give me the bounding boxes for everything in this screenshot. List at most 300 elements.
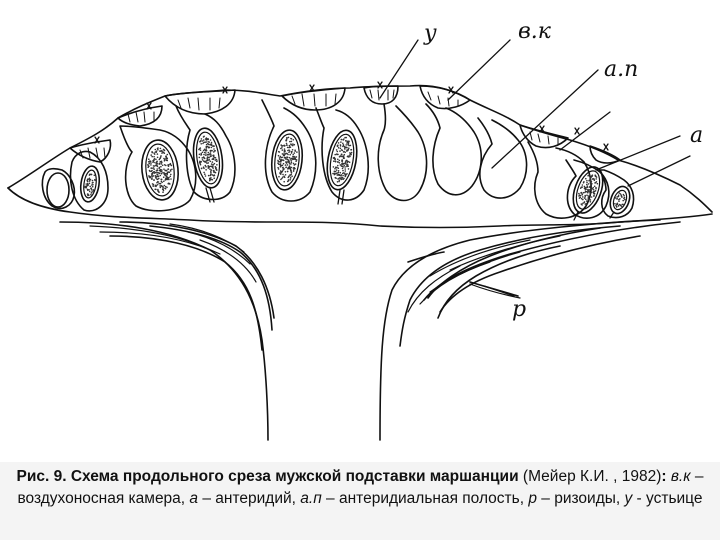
stipple-dot bbox=[158, 178, 160, 180]
stipple-dot bbox=[589, 186, 591, 188]
stipple-dot bbox=[592, 174, 594, 176]
stipple-dot bbox=[348, 168, 350, 170]
stipple-dot bbox=[170, 176, 172, 178]
stipple-dot bbox=[333, 157, 335, 159]
leader-r bbox=[484, 286, 514, 296]
stipple-dot bbox=[286, 137, 288, 139]
stipple-dot bbox=[150, 167, 152, 169]
stipple-dot bbox=[91, 184, 93, 186]
stipple-dot bbox=[163, 152, 165, 154]
stipple-dot bbox=[215, 157, 217, 159]
stipple-dot bbox=[210, 151, 212, 153]
stipple-dot bbox=[624, 197, 626, 199]
label-antheridial-cavity: а.п bbox=[604, 57, 639, 82]
stipple-dot bbox=[285, 166, 287, 168]
stipple-dot bbox=[343, 139, 345, 141]
stipple-dot bbox=[586, 184, 588, 186]
stipple-dot bbox=[200, 143, 202, 145]
stipple-dot bbox=[151, 178, 153, 180]
stipple-dot bbox=[283, 181, 285, 183]
stipple-dot bbox=[216, 164, 218, 166]
stipple-dot bbox=[591, 192, 593, 194]
stipple-dot bbox=[281, 160, 283, 162]
stipple-dot bbox=[159, 163, 161, 165]
stipple-dot bbox=[284, 155, 286, 157]
stipple-dot bbox=[278, 155, 280, 157]
stipple-dot bbox=[344, 172, 346, 174]
stipple-dot bbox=[338, 174, 340, 176]
stipple-dot bbox=[582, 184, 584, 186]
stipple-dot bbox=[206, 158, 208, 160]
stipple-dot bbox=[216, 160, 218, 162]
stipple-dot bbox=[213, 148, 215, 150]
stipple-dot bbox=[164, 185, 166, 187]
stipple-dot bbox=[160, 169, 162, 171]
stipple-dot bbox=[158, 192, 160, 194]
stipple-dot bbox=[156, 150, 158, 152]
stipple-dot bbox=[586, 180, 588, 182]
stipple-dot bbox=[343, 178, 345, 180]
stipple-dot bbox=[90, 188, 92, 190]
stipple-dot bbox=[149, 161, 151, 163]
stipple-dot bbox=[582, 199, 584, 201]
stipple-dot bbox=[160, 185, 162, 187]
stipple-dot bbox=[288, 137, 290, 139]
stipple-dot bbox=[336, 167, 338, 169]
stipple-dot bbox=[211, 169, 213, 171]
stipple-dot bbox=[338, 167, 340, 169]
stipple-dot bbox=[286, 156, 288, 158]
stipple-dot bbox=[206, 137, 208, 139]
stipple-dot bbox=[213, 177, 215, 179]
stipple-dot bbox=[290, 159, 292, 161]
stipple-dot bbox=[156, 165, 158, 167]
stipple-dot bbox=[281, 147, 283, 149]
stipple-dot bbox=[336, 154, 338, 156]
stipple-dot bbox=[595, 190, 597, 192]
stipple-dot bbox=[347, 165, 349, 167]
stipple-dot bbox=[161, 163, 163, 165]
stipple-dot bbox=[214, 163, 216, 165]
caption-term-ap: а.п bbox=[300, 490, 322, 507]
stipple-dot bbox=[91, 191, 93, 193]
stipple-dot bbox=[616, 198, 618, 200]
stipple-dot bbox=[283, 153, 285, 155]
stipple-dot bbox=[208, 152, 210, 154]
stipple-dot bbox=[202, 159, 204, 161]
stipple-dot bbox=[155, 185, 157, 187]
stipple-dot bbox=[206, 154, 208, 156]
stipple-dot bbox=[203, 157, 205, 159]
stipple-dot bbox=[594, 182, 596, 184]
stipple-dot bbox=[287, 147, 289, 149]
caption-def-r: – ризоиды, bbox=[536, 490, 625, 507]
stipple-dot bbox=[619, 198, 621, 200]
stipple-dot bbox=[614, 203, 616, 205]
stipple-dot bbox=[148, 163, 150, 165]
stipple-dot bbox=[206, 150, 208, 152]
stipple-dot bbox=[167, 168, 169, 170]
stipple-dot bbox=[592, 187, 594, 189]
stipple-dot bbox=[616, 196, 618, 198]
stipple-dot bbox=[616, 206, 618, 208]
stipple-dot bbox=[154, 172, 156, 174]
stipple-dot bbox=[203, 154, 205, 156]
stipple-dot bbox=[156, 161, 158, 163]
stipple-dot bbox=[210, 172, 212, 174]
stipple-dot bbox=[155, 163, 157, 165]
stipple-dot bbox=[615, 197, 617, 199]
stipple-dot bbox=[148, 158, 150, 160]
stipple-dot bbox=[211, 163, 213, 165]
stipple-dot bbox=[154, 162, 156, 164]
stipple-dot bbox=[620, 193, 622, 195]
stipple-dot bbox=[157, 148, 159, 150]
stipple-dot bbox=[337, 159, 339, 161]
stipple-dot bbox=[216, 159, 218, 161]
stipple-dot bbox=[345, 161, 347, 163]
stipple-dot bbox=[337, 161, 339, 163]
leader-u bbox=[380, 40, 418, 98]
stipple-dot bbox=[211, 179, 213, 181]
stipple-dot bbox=[213, 158, 215, 160]
stipple-dot bbox=[168, 177, 170, 179]
stipple-dot bbox=[342, 143, 344, 145]
caption-def-ap: – антеридиальная полость, bbox=[321, 490, 529, 507]
caption-def-a: – антеридий, bbox=[198, 490, 301, 507]
stipple-dot bbox=[156, 178, 158, 180]
stipple-dot bbox=[200, 164, 202, 166]
stipple-dot bbox=[588, 175, 590, 177]
stipple-dot bbox=[159, 157, 161, 159]
stipple-dot bbox=[147, 164, 149, 166]
stipple-dot bbox=[279, 164, 281, 166]
stipple-dot bbox=[347, 164, 349, 166]
stipple-dot bbox=[288, 152, 290, 154]
stipple-dot bbox=[171, 169, 173, 171]
stipple-dot bbox=[581, 192, 583, 194]
stipple-dot bbox=[157, 153, 159, 155]
stipple-dot bbox=[153, 159, 155, 161]
stipple-dot bbox=[199, 154, 201, 156]
stipple-dot bbox=[89, 174, 91, 176]
stipple-dot bbox=[338, 142, 340, 144]
stipple-dot bbox=[161, 185, 163, 187]
stipple-dot bbox=[288, 168, 290, 170]
stipple-dot bbox=[151, 151, 153, 153]
stipple-dot bbox=[286, 161, 288, 163]
stipple-dot bbox=[208, 154, 210, 156]
figure-caption bbox=[0, 462, 720, 540]
stipple-dot bbox=[584, 186, 586, 188]
stipple-dot bbox=[209, 180, 211, 182]
stipple-dot bbox=[618, 205, 620, 207]
stipple-dot bbox=[161, 181, 163, 183]
stipple-dot bbox=[282, 167, 284, 169]
stipple-dot bbox=[342, 168, 344, 170]
stipple-dot bbox=[589, 189, 591, 191]
stipple-dot bbox=[202, 152, 204, 154]
stipple-dot bbox=[591, 183, 593, 185]
stipple-dot bbox=[200, 149, 202, 151]
stipple-dot bbox=[204, 173, 206, 175]
stipple-dot bbox=[294, 152, 296, 154]
stipple-dot bbox=[622, 204, 624, 206]
stipple-dot bbox=[158, 176, 160, 178]
stipple-dot bbox=[157, 163, 159, 165]
stipple-dot bbox=[204, 158, 206, 160]
stipple-dot bbox=[287, 154, 289, 156]
stipple-dot bbox=[287, 164, 289, 166]
stipple-dot bbox=[283, 175, 285, 177]
stipple-dot bbox=[216, 169, 218, 171]
stipple-dot bbox=[203, 168, 205, 170]
stipple-dot bbox=[290, 138, 292, 140]
stipple-dot bbox=[351, 149, 353, 151]
stipple-dot bbox=[595, 178, 597, 180]
stipple-dot bbox=[153, 168, 155, 170]
stipple-dot bbox=[594, 186, 596, 188]
stipple-dot bbox=[278, 176, 280, 178]
stipple-dot bbox=[208, 157, 210, 159]
stipple-dot bbox=[282, 174, 284, 176]
stipple-dot bbox=[87, 195, 89, 197]
stipple-dot bbox=[584, 192, 586, 194]
stipple-dot bbox=[165, 165, 167, 167]
stipple-dot bbox=[165, 188, 167, 190]
stipple-dot bbox=[153, 185, 155, 187]
stipple-dot bbox=[289, 157, 291, 159]
stipple-dot bbox=[344, 147, 346, 149]
stipple-dot bbox=[87, 179, 89, 181]
stipple-dot bbox=[348, 143, 350, 145]
stipple-dot bbox=[210, 173, 212, 175]
stipple-dot bbox=[586, 194, 588, 196]
stipple-dot bbox=[344, 168, 346, 170]
stipple-dot bbox=[337, 178, 339, 180]
stipple-dot bbox=[339, 162, 341, 164]
stipple-dot bbox=[160, 187, 162, 189]
stipple-dot bbox=[293, 156, 295, 158]
stipple-dot bbox=[158, 183, 160, 185]
stipple-dot bbox=[207, 141, 209, 143]
stipple-dot bbox=[153, 175, 155, 177]
stipple-dot bbox=[584, 196, 586, 198]
stipple-dot bbox=[151, 171, 153, 173]
stipple-dot bbox=[296, 151, 298, 153]
stipple-dot bbox=[339, 150, 341, 152]
stipple-dot bbox=[581, 204, 583, 206]
stipple-dot bbox=[590, 190, 592, 192]
stipple-dot bbox=[292, 158, 294, 160]
stipple-dot bbox=[167, 158, 169, 160]
stipple-dot bbox=[590, 201, 592, 203]
stipple-dot bbox=[290, 170, 292, 172]
leader-a-2 bbox=[628, 156, 690, 186]
stipple-dot bbox=[155, 159, 157, 161]
stipple-dot bbox=[152, 183, 154, 185]
stipple-dot bbox=[161, 152, 163, 154]
stipple-dot bbox=[350, 154, 352, 156]
stipple-dot bbox=[332, 173, 334, 175]
stipple-dot bbox=[164, 150, 166, 152]
stipple-dot bbox=[584, 187, 586, 189]
stipple-dot bbox=[291, 167, 293, 169]
antheridia-stalks bbox=[206, 188, 614, 220]
stipple-dot bbox=[282, 165, 284, 167]
stipple-dot bbox=[209, 178, 211, 180]
stipple-dot bbox=[340, 144, 342, 146]
stipple-dot bbox=[349, 161, 351, 163]
stipple-dot bbox=[583, 192, 585, 194]
stipple-dot bbox=[165, 173, 167, 175]
stipple-dot bbox=[90, 194, 92, 196]
stipple-dot bbox=[280, 179, 282, 181]
stipple-dot bbox=[345, 140, 347, 142]
stipple-dot bbox=[163, 158, 165, 160]
stipple-dot bbox=[282, 176, 284, 178]
stipple-dot bbox=[210, 150, 212, 152]
stipple-dot bbox=[343, 165, 345, 167]
stipple-dot bbox=[290, 177, 292, 179]
stipple-dot bbox=[155, 177, 157, 179]
stipple-dot bbox=[342, 160, 344, 162]
stipple-dot bbox=[347, 156, 349, 158]
stipple-dot bbox=[288, 149, 290, 151]
stipple-dot bbox=[346, 147, 348, 149]
stipple-dot bbox=[157, 190, 159, 192]
stipple-dot bbox=[158, 181, 160, 183]
stipple-dot bbox=[289, 154, 291, 156]
stipple-dot bbox=[597, 183, 599, 185]
stipple-dot bbox=[155, 149, 157, 151]
stipple-dot bbox=[282, 171, 284, 173]
stipple-dot bbox=[340, 164, 342, 166]
stipple-dot bbox=[594, 180, 596, 182]
stipple-dot bbox=[164, 175, 166, 177]
stipple-dot bbox=[622, 200, 624, 202]
stipple-dot bbox=[153, 179, 155, 181]
stipple-dot bbox=[285, 174, 287, 176]
stipple-dot bbox=[203, 139, 205, 141]
stipple-dot bbox=[336, 169, 338, 171]
stipple-dot bbox=[588, 183, 590, 185]
stipple-dot bbox=[92, 180, 94, 182]
stipple-dot bbox=[159, 167, 161, 169]
stipple-dot bbox=[339, 156, 341, 158]
stipple-dot bbox=[212, 161, 214, 163]
stipple-dot bbox=[208, 167, 210, 169]
stipple-dot bbox=[583, 182, 585, 184]
stipple-dot bbox=[337, 144, 339, 146]
stipple-dot bbox=[344, 148, 346, 150]
stipple-dot bbox=[339, 160, 341, 162]
stipple-dot bbox=[296, 156, 298, 158]
stipple-dot bbox=[161, 173, 163, 175]
stipple-dot bbox=[342, 175, 344, 177]
stipple-dot bbox=[213, 155, 215, 157]
stipple-dot bbox=[348, 145, 350, 147]
stipple-dot bbox=[280, 170, 282, 172]
stipple-dot bbox=[288, 176, 290, 178]
stipple-dot bbox=[160, 166, 162, 168]
stipple-dot bbox=[205, 152, 207, 154]
stipple-dot bbox=[288, 180, 290, 182]
stipple-dot bbox=[213, 170, 215, 172]
stipple-dot bbox=[340, 141, 342, 143]
stipple-dot bbox=[581, 186, 583, 188]
stipple-dot bbox=[284, 145, 286, 147]
stipple-dot bbox=[342, 170, 344, 172]
stipple-dot bbox=[156, 168, 158, 170]
stipple-dot bbox=[292, 145, 294, 147]
stipple-dot bbox=[293, 169, 295, 171]
stipple-dot bbox=[286, 144, 288, 146]
stipple-dot bbox=[149, 170, 151, 172]
stipple-dot bbox=[208, 175, 210, 177]
stipple-dot bbox=[211, 147, 213, 149]
stipple-dot bbox=[163, 168, 165, 170]
stipple-dot bbox=[200, 154, 202, 156]
stipple-dot bbox=[345, 144, 347, 146]
stipple-dot bbox=[167, 154, 169, 156]
stipple-dot bbox=[288, 159, 290, 161]
stipple-dot bbox=[160, 148, 162, 150]
stipple-dot bbox=[338, 181, 340, 183]
stipple-dot bbox=[89, 178, 91, 180]
stipple-dot bbox=[205, 154, 207, 156]
stipple-dot bbox=[294, 167, 296, 169]
stipple-dot bbox=[291, 151, 293, 153]
caption-def-vk: – воздухоносная камера, bbox=[17, 468, 704, 507]
stipple-dot bbox=[214, 150, 216, 152]
stipple-dot bbox=[160, 171, 162, 173]
stipple-dot bbox=[84, 186, 86, 188]
stipple-dot bbox=[147, 167, 149, 169]
stipple-dot bbox=[210, 139, 212, 141]
stipple-dot bbox=[202, 140, 204, 142]
stipple-dot bbox=[279, 151, 281, 153]
stipple-dot bbox=[338, 170, 340, 172]
caption-title: Рис. 9. Схема продольного среза мужской подставки маршанции bbox=[16, 468, 519, 485]
empty-cavity bbox=[47, 173, 69, 207]
caption-term-r: р bbox=[528, 490, 537, 507]
stipple-dot bbox=[335, 158, 337, 160]
stipple-dot bbox=[585, 178, 587, 180]
stipple-dot bbox=[343, 151, 345, 153]
stipple-dot bbox=[211, 166, 213, 168]
stipple-dot bbox=[206, 160, 208, 162]
stipple-dot bbox=[152, 176, 154, 178]
stipple-dot bbox=[92, 186, 94, 188]
stipple-dot bbox=[594, 193, 596, 195]
stipple-dot bbox=[206, 162, 208, 164]
stipple-dot bbox=[165, 178, 167, 180]
stipple-dot bbox=[163, 176, 165, 178]
stipple-dot bbox=[293, 139, 295, 141]
stipple-dot bbox=[168, 179, 170, 181]
stipple-dot bbox=[210, 161, 212, 163]
stipple-dot bbox=[283, 163, 285, 165]
stipple-dot bbox=[205, 175, 207, 177]
stipple-dot bbox=[208, 144, 210, 146]
stipple-dot bbox=[210, 154, 212, 156]
stipple-dot bbox=[338, 147, 340, 149]
stipple-dot bbox=[162, 165, 164, 167]
stipple-dot bbox=[617, 204, 619, 206]
stipple-dot bbox=[87, 181, 89, 183]
stipple-dot bbox=[206, 147, 208, 149]
